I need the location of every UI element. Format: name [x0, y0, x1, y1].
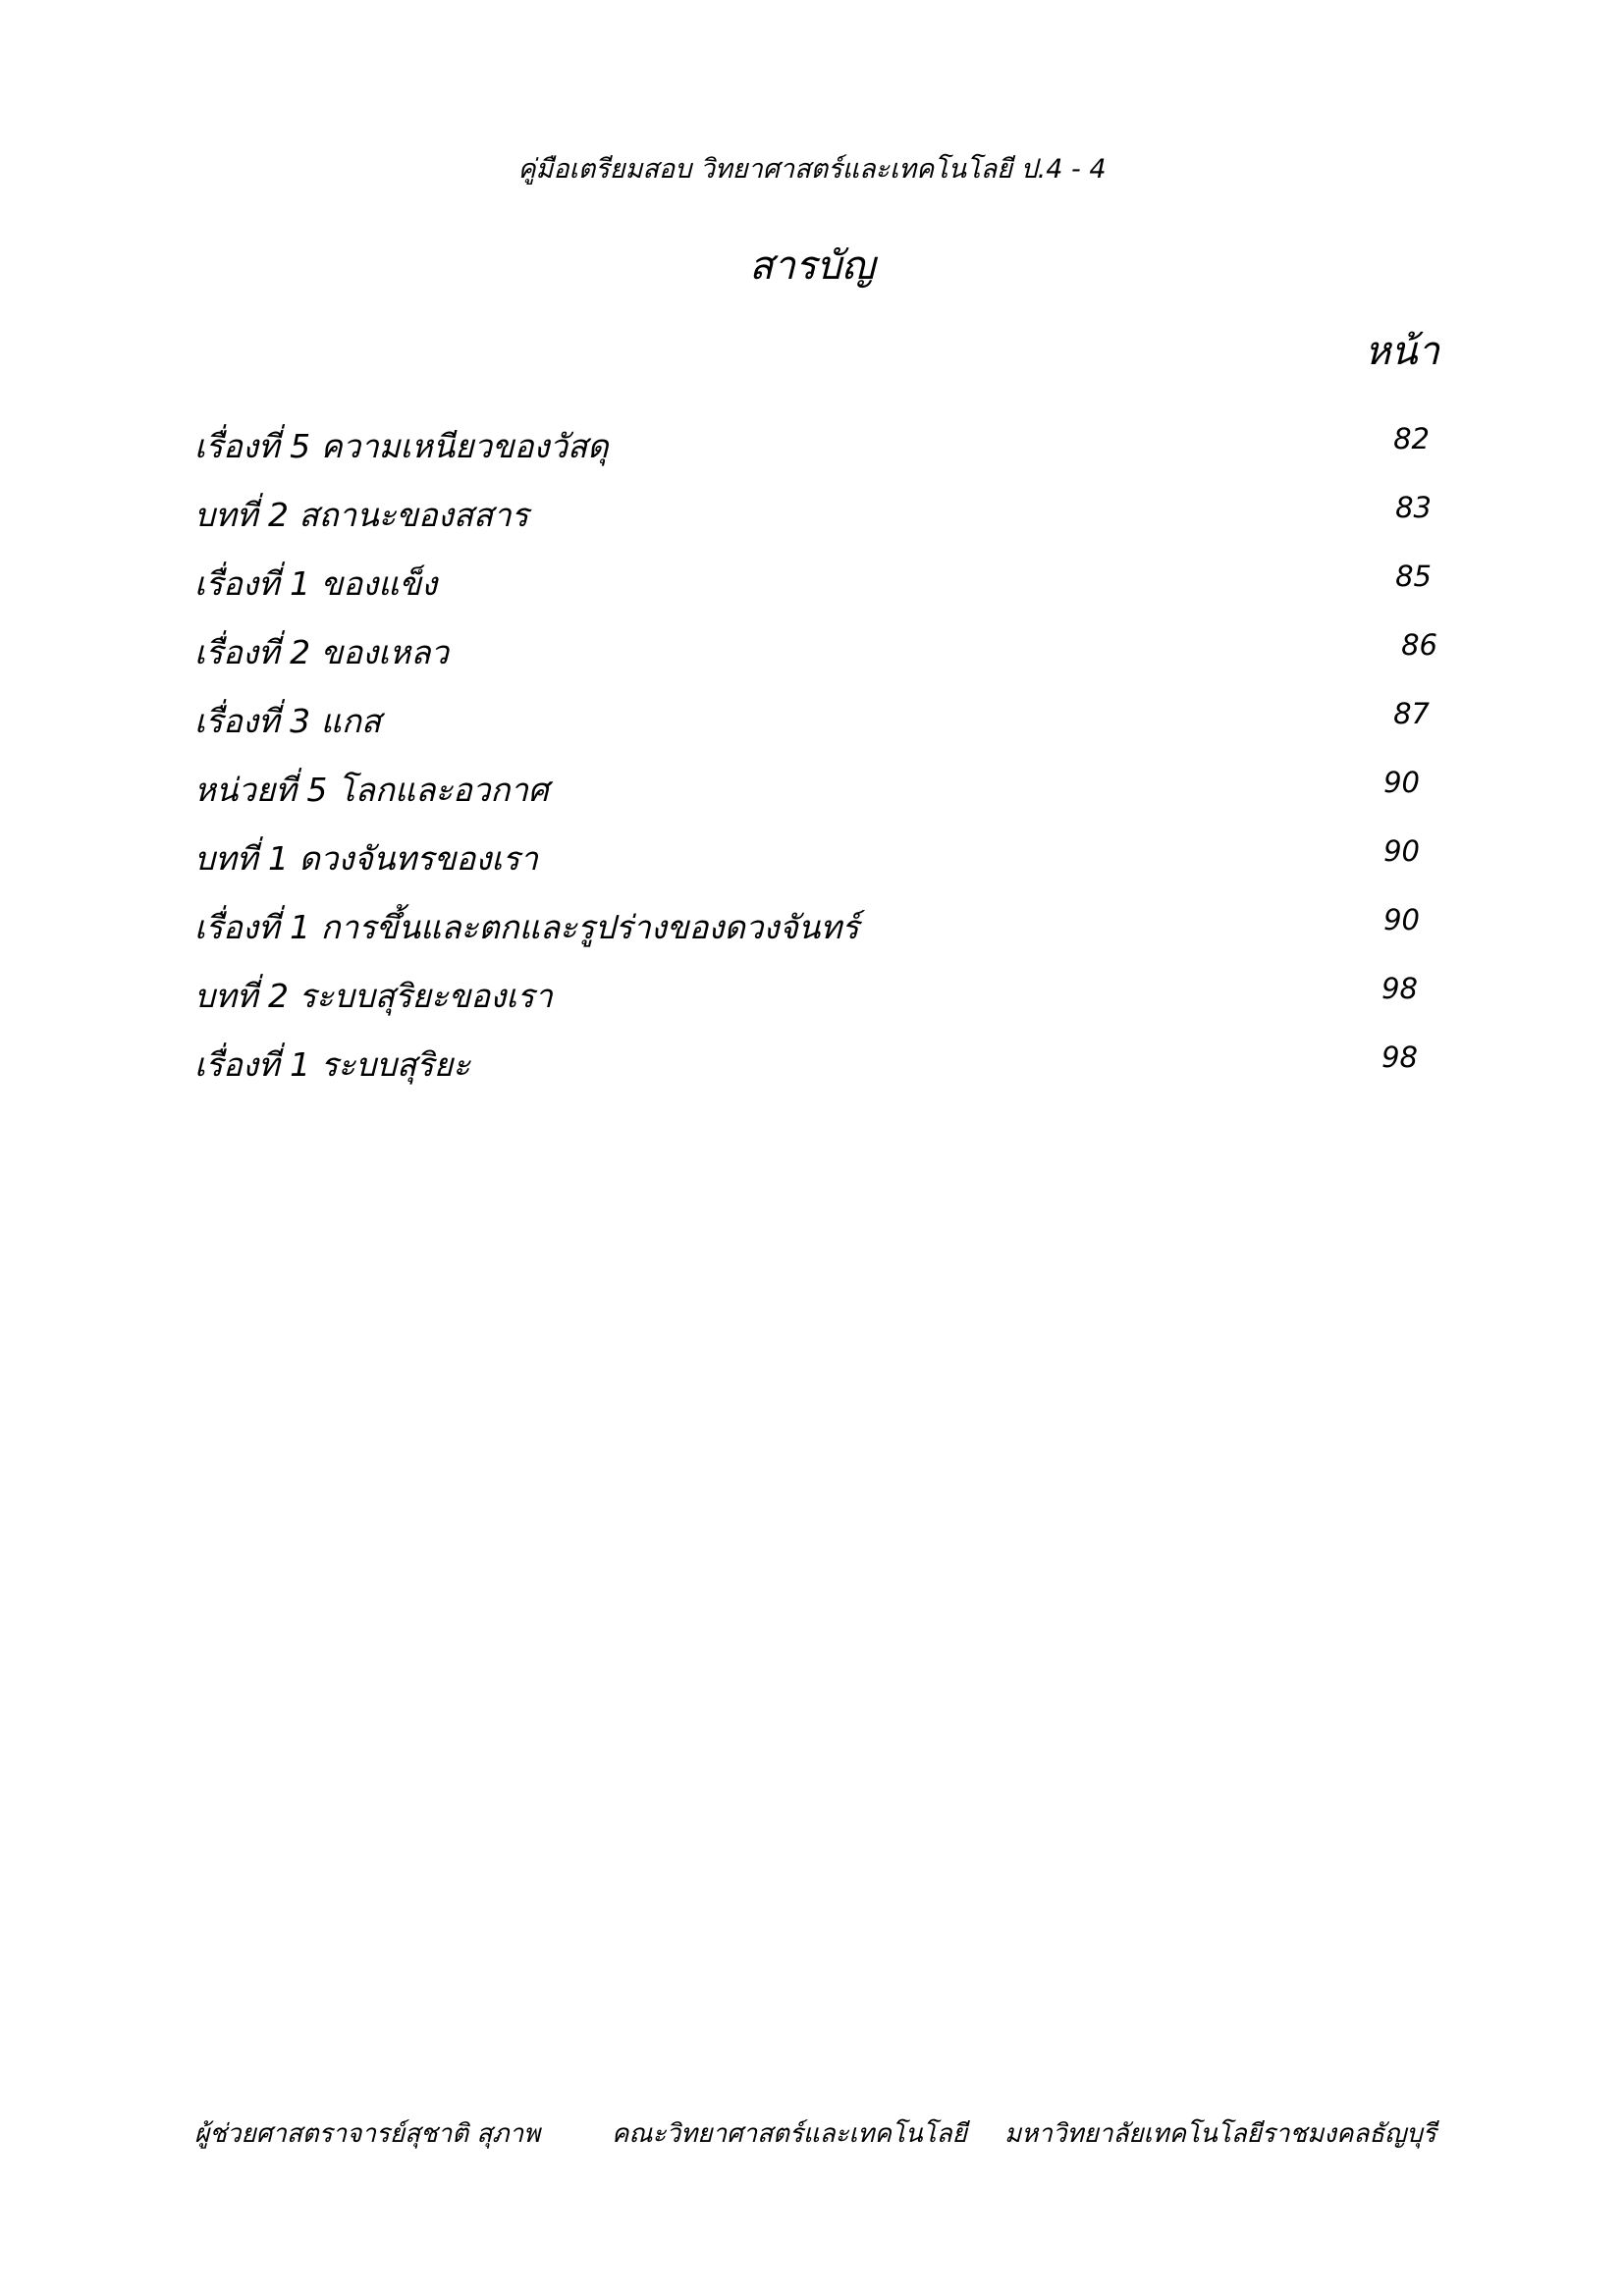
toc-entry-page: 83	[1395, 491, 1432, 524]
toc-entry	[194, 832, 1434, 901]
toc-entry-page: 90	[1383, 766, 1420, 799]
toc-entry	[194, 626, 1437, 695]
toc-entry-label: หน่วยที่ 5 โลกและอวกาศ	[194, 771, 549, 809]
toc-entry	[194, 695, 1434, 764]
toc-entry-page: 98	[1381, 972, 1418, 1005]
toc-entry-page: 87	[1393, 697, 1430, 730]
toc-entry-label: บทที่ 1 ดวงจันทรของเรา	[194, 839, 538, 878]
toc-entry-label: เรื่องที่ 5 ความเหนียวของวัสดุ	[194, 427, 609, 465]
footer-author: ผู้ช่วยศาสตราจารย์สุชาติ สุภาพ	[194, 2119, 541, 2149]
toc-entry-label: เรื่องที่ 2 ของเหลว	[194, 633, 449, 671]
toc-entry-page: 90	[1383, 903, 1420, 936]
toc-entry	[194, 420, 1434, 489]
toc-entry	[194, 901, 1434, 970]
toc-entry	[194, 1039, 1434, 1107]
toc-entry-page: 98	[1381, 1041, 1418, 1074]
table-of-contents	[194, 420, 1437, 1107]
toc-entry	[194, 489, 1434, 558]
toc-entry-label: บทที่ 2 ระบบสุริยะของเรา	[194, 977, 553, 1015]
toc-entry-page: 90	[1383, 834, 1420, 868]
page-column-label: หน้า	[1364, 329, 1439, 374]
page-title: สารบัญ	[749, 243, 875, 289]
toc-entry-page: 86	[1401, 628, 1437, 662]
toc-entry-label: เรื่องที่ 3 แกส	[194, 702, 382, 740]
toc-entry-label: เรื่องที่ 1 การขึ้นและตกและรูปร่างของดวงจันทร์	[194, 908, 859, 946]
toc-entry	[194, 558, 1434, 626]
toc-entry-label: บทที่ 2 สถานะของสสาร	[194, 496, 529, 534]
toc-entry	[194, 970, 1434, 1039]
footer-university: มหาวิทยาลัยเทคโนโลยีราชมงคลธัญบุรี	[1004, 2119, 1436, 2149]
toc-entry-page: 85	[1395, 560, 1432, 593]
toc-entry	[194, 764, 1434, 832]
footer-faculty: คณะวิทยาศาสตร์และเทคโนโลยี	[612, 2119, 967, 2149]
running-header: คู่มือเตรียมสอบ วิทยาศาสตร์และเทคโนโลยี ป.4 - 4	[517, 154, 1107, 185]
toc-entry-label: เรื่องที่ 1 ของแข็ง	[194, 564, 438, 603]
toc-entry-page: 82	[1393, 422, 1430, 455]
toc-entry-label: เรื่องที่ 1 ระบบสุริยะ	[194, 1045, 470, 1084]
